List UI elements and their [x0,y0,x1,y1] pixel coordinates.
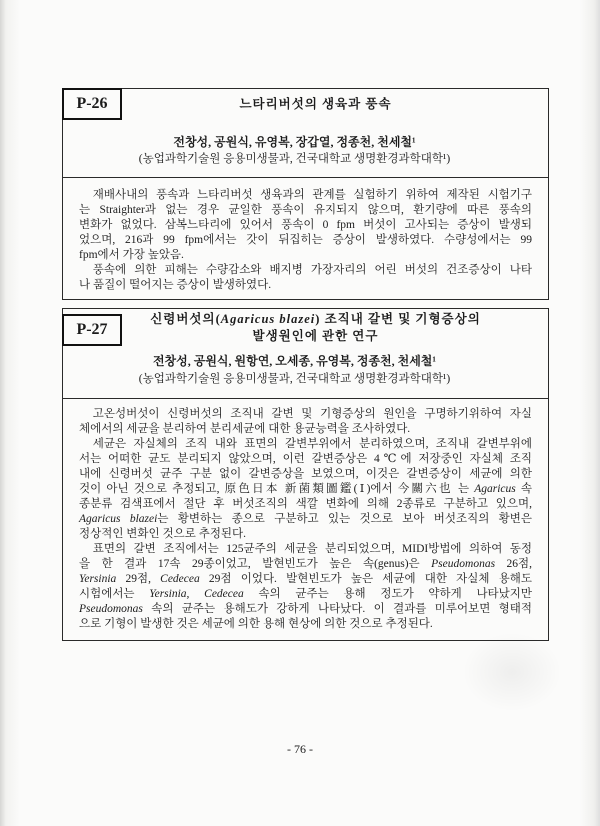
scientific-name: Yersinia, Cedecea [149,588,244,600]
text-segment: 는 Straighter과 없는 경우 균일한 풍속이 유지되지 않으며, 환기량에 따른 풍속의 [79,204,532,216]
text-segment: 을 한 결과 17속 29종이었고, 발현빈도가 높은 속(genus)은 [79,558,432,570]
scientific-name: Yersinia [79,573,117,585]
text-segment: 29점 이었다. 발현빈도가 높은 세균에 대한 자실체 용해도 [199,573,532,585]
paragraph [79,188,532,263]
abstract-header [63,309,548,398]
scientific-name: Pseudomonas [79,603,143,615]
paragraph [79,407,532,437]
abstract-label: P-26 [62,88,122,120]
text-line [79,218,532,233]
author-list: 전창성, 공원식, 유영복, 장갑열, 정종천, 천세철¹ [173,135,416,149]
text-segment: 내에 신령버섯 균주 구분 없이 갈변증상을 보였으며, 이것은 갈변증상이 세균에 의한 [79,468,532,480]
author-affiliation: (농업과학기술원 응용미생물과, 건국대학교 생명환경과학대학¹) [138,153,451,165]
text-segment: 는 황변하는 종으로 구분하고 있는 것으로 보아 버섯조직의 황변은 [157,513,532,525]
abstract-label: P-27 [62,314,122,346]
text-segment: 으로 기형이 발생한 것은 세균에 의한 용해 현상에 의한 것으로 추정된다. [79,618,433,630]
title-line [83,96,548,112]
text-segment: 종분류 검색표에서 절단 후 버섯조직의 색깔 변화에 의해 2종류로 구분하고 있으며, [79,498,532,510]
text-line [79,437,532,452]
text-line [79,233,532,248]
text-line [79,482,532,497]
title-line [83,311,548,328]
text-line [79,278,532,293]
author-affiliation: (농업과학기술원 응용미생물과, 건국대학교 생명환경과학대학¹) [138,373,451,385]
text-segment: 느타리버섯의 생육과 풍속 [239,97,392,111]
text-segment: 시험에서는 [79,588,150,600]
paragraph [79,437,532,542]
abstract-header [63,89,548,177]
text-segment: 나 품질이 떨어지는 증상이 발생하였다. [79,279,272,291]
text-line [79,188,532,203]
paragraph [79,263,532,293]
text-segment: 재배사내의 풍속과 느타리버섯 생육과의 관계를 실험하기 위하여 제작된 시험기구 [92,189,532,201]
text-segment: 신령버섯의( [150,312,221,326]
scientific-name: Agaricus [474,483,516,495]
text-line [79,617,532,632]
text-segment: 속의 균주는 용해 정도가 약하게 나타났지만 [243,588,532,600]
title-line [83,328,548,345]
text-segment: 풍속에 의한 피해는 수량감소와 배지병 가장자리의 어린 버섯의 건조증상이 나타 [92,264,532,276]
author-list: 전창성, 공원식, 원항연, 오세종, 유영복, 정종천, 천세철¹ [152,354,437,368]
text-line [79,497,532,512]
text-segment: ) 조직내 갈변 및 기형증상의 [315,312,481,326]
scan-bleed-through [462,632,562,712]
abstract-list [62,88,549,641]
text-line [79,407,532,422]
text-line [79,542,532,557]
abstract-body [63,177,548,299]
text-segment: 29점, [116,573,161,585]
text-line [79,263,532,278]
text-segment: 체에서의 세균을 분리하여 분리세균에 대한 용균능력을 조사하였다. [79,423,411,435]
scientific-name: Agaricus blazei [79,513,158,525]
scientific-name: Cedecea [160,573,200,585]
text-segment: 변화가 없었다. 삼복느타리에 있어서 풍속이 0 fpm 버섯이 고사되는 증상이 발생되 [79,219,532,231]
text-segment: 속의 균주는 용해도가 강하게 나타났다. 이 결과를 미루어보면 형태적 [142,603,532,615]
text-segment: 표면의 갈변 조직에서는 125균주의 세균을 분리되었으며, MIDI방법에 의하여 동정 [92,543,532,555]
text-segment: 것이 아닌 것으로 추정되고, 原色日本 新菌類圖鑑(Ⅰ)에서 今關六也 는 [79,483,475,495]
text-segment: 고온성버섯이 신령버섯의 조직내 갈변 및 기형증상의 원인을 구명하기위하여 자실 [92,408,532,420]
text-line [79,557,532,572]
text-line [79,452,532,467]
text-segment: 정상적인 변화인 것으로 추정된다. [79,528,247,540]
text-segment: 발생원인에 관한 연구 [252,328,379,343]
text-line [79,602,532,617]
page-number: - 76 - [287,742,313,756]
scientific-name: Agaricus blazei [220,312,316,326]
paragraph [79,542,532,632]
text-line [79,527,532,542]
text-line [79,467,532,482]
text-line [79,203,532,218]
abstract-p27 [62,308,549,641]
text-line [79,572,532,587]
scientific-name: Pseudomonas [431,558,496,570]
abstract-title [63,96,548,112]
abstract-body [63,398,548,640]
text-line [79,248,532,263]
text-segment: 세균은 자실체의 조직 내와 표면의 갈변부위에서 분리하였으며, 조직내 갈변부위에 [92,438,532,450]
text-segment: 서는 어떠한 균도 분리되지 않았으며, 이런 갈변증상은 4℃에 저장중인 자실체 조직 [79,453,532,465]
text-line [79,587,532,602]
text-segment: 었으며, 216과 99 fpm에서는 갓이 뒤집히는 증상이 발생하였다. 수량성에서는 99 [79,234,532,246]
abstract-p26 [62,88,549,300]
text-line [79,422,532,437]
text-line [79,512,532,527]
text-segment: 26점, [495,558,533,570]
abstract-title [63,311,548,344]
text-segment: 속 [515,483,532,495]
text-segment: fpm에서 가장 높았음. [79,249,184,261]
